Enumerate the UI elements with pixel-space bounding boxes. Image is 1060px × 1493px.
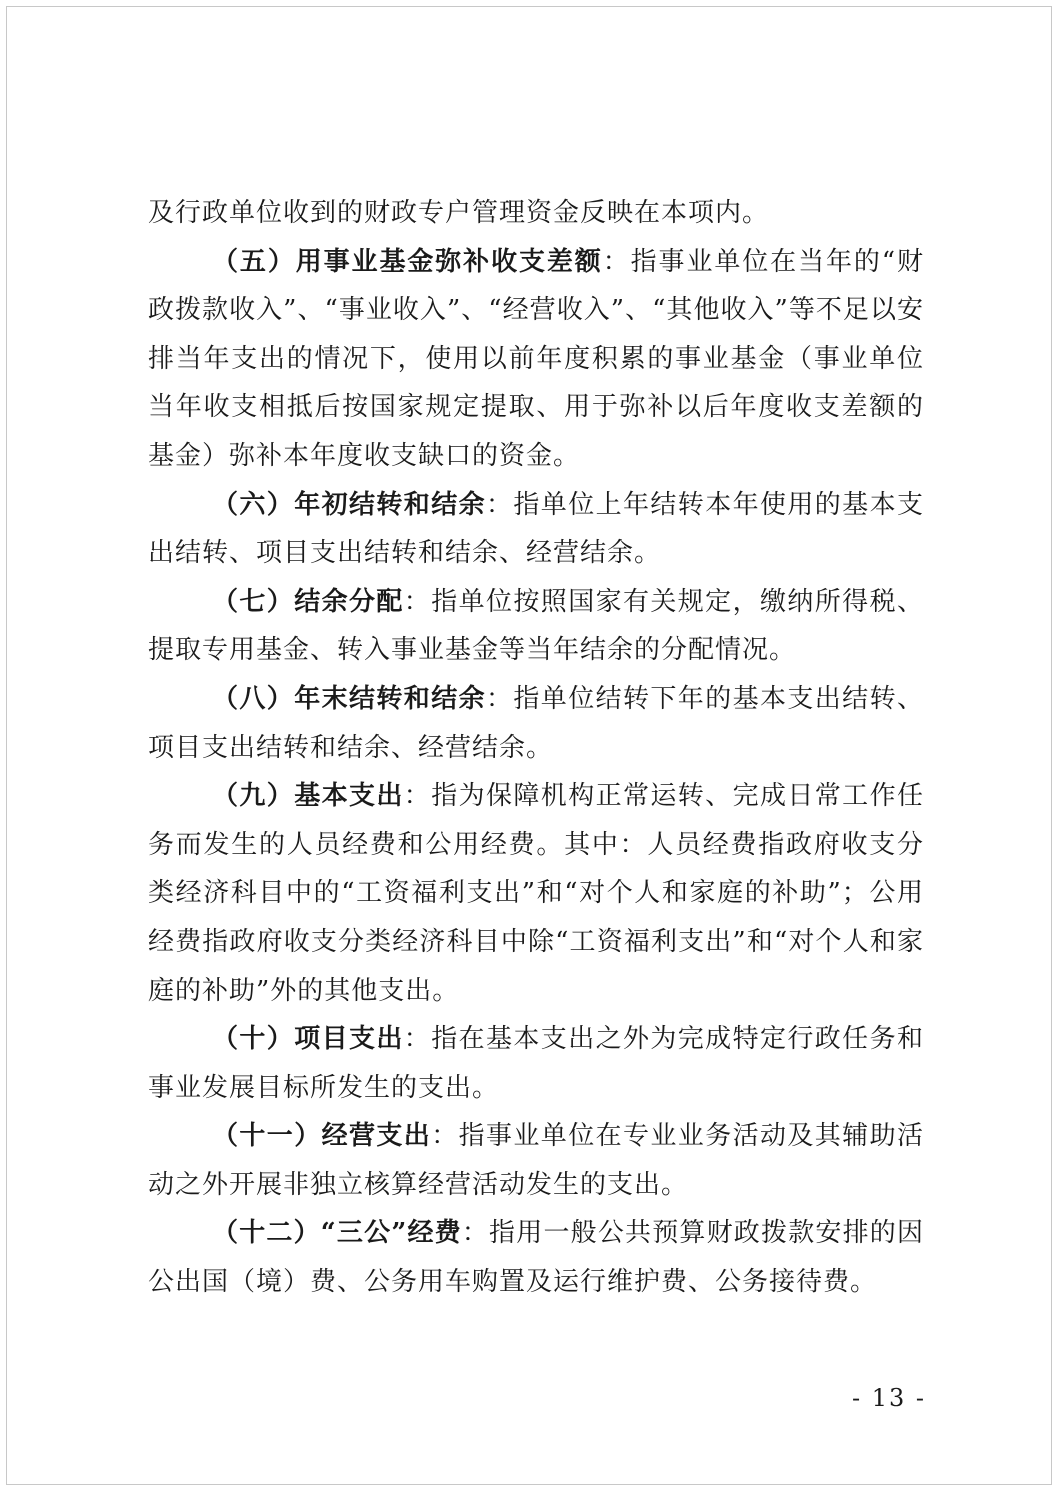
section-11-term: （十一）经营支出: [212, 1121, 432, 1152]
section-8-paragraph: [148, 675, 924, 772]
section-9-paragraph: [148, 772, 924, 1015]
section-12-text: ：指用一般公共预算财政拨款安排的因公出国（境）费、公务用车购置及运行维护费、公务接待费。: [148, 1218, 924, 1298]
intro-paragraph: 及行政单位收到的财政专户管理资金反映在本项内。: [148, 198, 770, 228]
section-12-term: （十二）“三公”经费: [212, 1218, 462, 1249]
section-7-text: ：指单位按照国家有关规定，缴纳所得税、提取专用基金、转入事业基金等当年结余的分配情况。: [148, 586, 924, 666]
section-6-paragraph: [148, 481, 924, 578]
page-number: - 13 -: [851, 1384, 926, 1412]
section-12-paragraph: [148, 1209, 924, 1306]
section-7-paragraph: [148, 578, 924, 675]
section-11-paragraph: [148, 1112, 924, 1209]
section-10-paragraph: [148, 1015, 924, 1112]
section-8-text: ：指单位结转下年的基本支出结转、项目支出结转和结余、经营结余。: [148, 683, 924, 763]
document-body: [148, 189, 924, 1307]
section-10-text: ：指在基本支出之外为完成特定行政任务和事业发展目标所发生的支出。: [148, 1024, 924, 1103]
section-8-term: （八）年末结转和结余: [212, 683, 486, 714]
section-6-text: ：指单位上年结转本年使用的基本支出结转、项目支出结转和结余、经营结余。: [148, 489, 924, 569]
section-11-text: ：指事业单位在专业业务活动及其辅助活动之外开展非独立核算经营活动发生的支出。: [148, 1121, 924, 1200]
section-10-term: （十）项目支出: [212, 1024, 404, 1055]
section-5-term: （五）用事业基金弥补收支差额: [212, 246, 603, 277]
section-7-term: （七）结余分配: [212, 586, 404, 617]
section-5-paragraph: [148, 238, 924, 481]
section-6-term: （六）年初结转和结余: [212, 489, 486, 520]
section-9-text: ：指为保障机构正常运转、完成日常工作任务而发生的人员经费和公用经费。其中：人员经费指政府收支分类经济科目中的“工资福利支出”和“对个人和家庭的补助”；公用经费指政府收支分类经济科目中除“工资福利支出”和“对个人和家庭的补助”外的其他支出。: [148, 781, 924, 1006]
section-5-text: ：指事业单位在当年的“财政拨款收入”、“事业收入”、“经营收入”、“其他收入”等不足以安排当年支出的情况下，使用以前年度积累的事业基金（事业单位当年收支相抵后按国家规定提取、用于弥补以后年度收支差额的基金）弥补本年度收支缺口的资金。: [148, 246, 924, 471]
section-9-term: （九）基本支出: [212, 781, 404, 812]
